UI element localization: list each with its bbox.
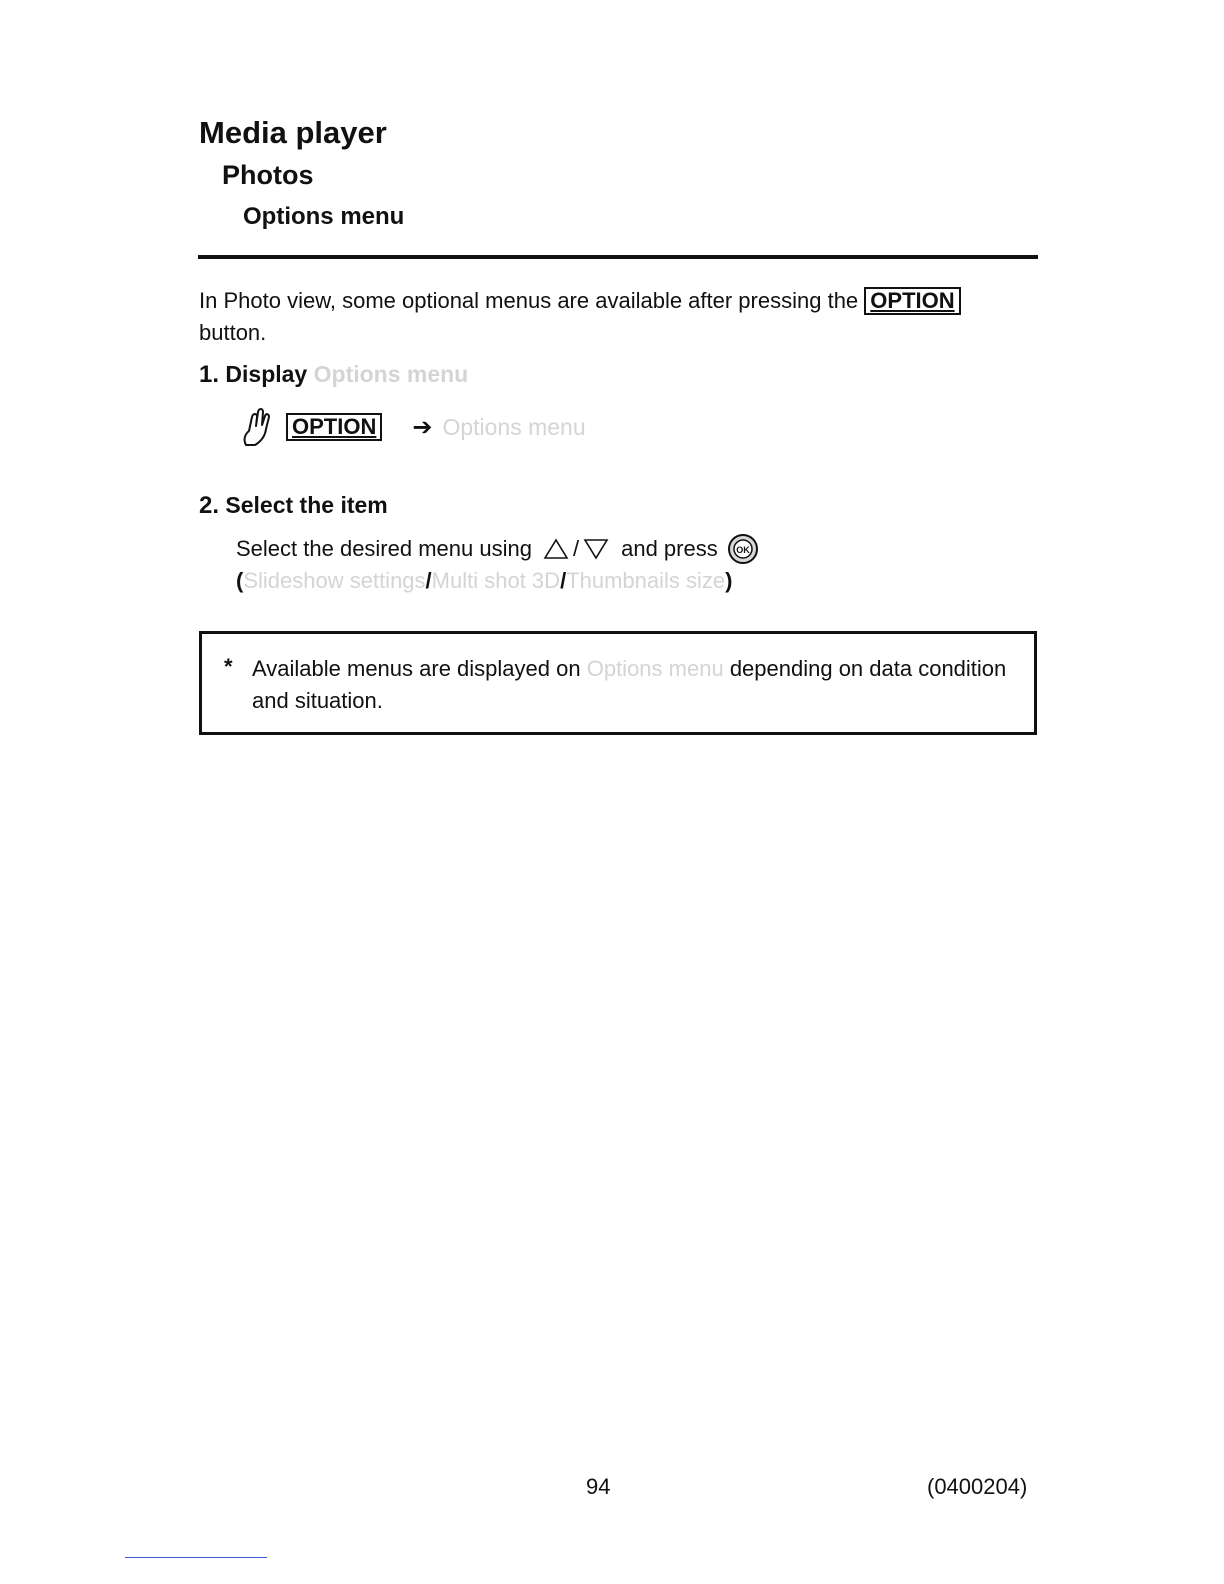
heading-divider (198, 255, 1038, 259)
ok-button-icon (726, 532, 760, 566)
intro-paragraph (199, 285, 1044, 349)
note-text-end: depending on data condition and situation. (252, 656, 1007, 713)
page-number: 94 (586, 1474, 611, 1499)
up-triangle-icon (542, 537, 570, 561)
close-paren: ) (725, 568, 733, 593)
item-separator: / (560, 568, 567, 593)
step-number: 1. (199, 361, 220, 388)
step-2-instruction (236, 532, 763, 566)
note-text (252, 653, 1012, 717)
open-paren: ( (236, 568, 244, 593)
remote-hand-icon (240, 407, 272, 447)
svg-text:OK: OK (735, 545, 750, 555)
page-title: Media player (199, 115, 387, 150)
menu-item-list (236, 565, 732, 597)
down-triangle-icon (582, 537, 610, 561)
note-highlight: Options menu (586, 656, 724, 681)
menu-item: Multi shot 3D (431, 568, 561, 593)
step-1-title (199, 359, 468, 390)
step-result: Options menu (442, 413, 586, 440)
note-marker: * (224, 654, 233, 679)
instruction-text: Select the desired menu using (236, 536, 532, 561)
step-target: Options menu (313, 361, 469, 387)
step-number: 2. (199, 492, 220, 519)
step-2-title (199, 490, 388, 521)
intro-text-end: button. (199, 320, 267, 345)
section-heading: Photos (222, 160, 314, 190)
menu-item: Thumbnails size (566, 568, 726, 593)
note-text-start: Available menus are displayed on (252, 656, 581, 681)
step-label: Display (225, 361, 308, 387)
option-key-label: OPTION (864, 287, 960, 315)
intro-text: In Photo view, some optional menus are available after pressing the (199, 288, 859, 313)
direction-separator: / (572, 536, 580, 561)
footer-divider (125, 1557, 267, 1558)
subsection-heading: Options menu (243, 203, 405, 230)
arrow-right-icon: ➔ (412, 413, 433, 441)
step-1-instruction (240, 407, 586, 447)
instruction-text-end: and press (621, 536, 718, 561)
document-code: (0400204) (927, 1474, 1028, 1499)
option-key-label: OPTION (286, 413, 382, 441)
item-separator: / (425, 568, 432, 593)
step-label: Select the item (225, 492, 388, 518)
menu-item: Slideshow settings (243, 568, 426, 593)
